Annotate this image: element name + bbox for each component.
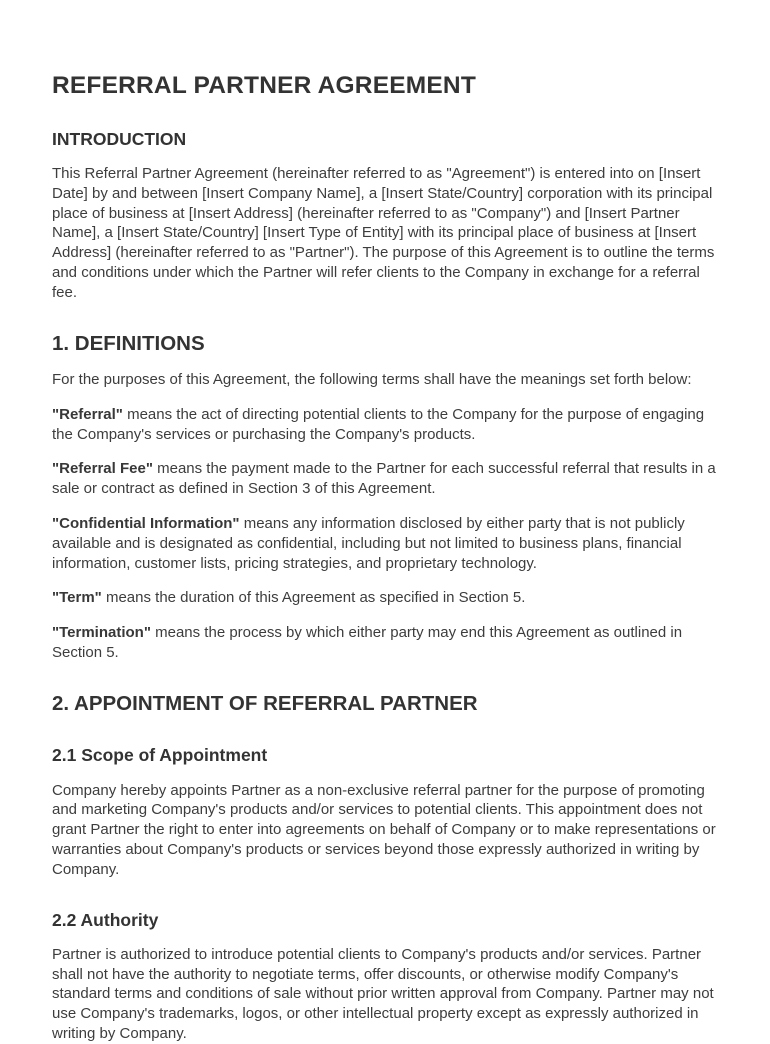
section-appointment [52,693,717,1044]
definition-text: means the duration of this Agreement as specified in Section 5. [101,589,526,607]
definition-text: means the payment made to the Partner for each successful referral that results in a sale or contract as defined in Section 3 of this Agreement. [52,460,716,498]
definitions-heading: 1. DEFINITIONS [52,331,205,355]
definition-term: "Confidential Information" [52,515,240,533]
definition-term: "Term" [52,589,102,607]
definition-referral [52,405,717,445]
definition-term: "Referral" [52,405,123,423]
definition-term-duration [52,588,717,608]
authority-paragraph: Partner is authorized to introduce potential clients to Company's products and/or services. Partner shall not have the authority to negotiate terms, offer discounts, or otherwise modify Company's standard terms and conditions of sale without prior written approval from Company. Partner may not use Company's trademarks, logos, or other intellectual property except as expressly authorized in writing by Company. [52,945,714,1043]
definition-confidential-information [52,514,717,573]
definition-text: means any information disclosed by either party that is not publicly available and is designated as confidential, including but not limited to business plans, financial information, customer lists, pricing strategies, and proprietary technology. [52,515,685,572]
introduction-heading: INTRODUCTION [52,128,187,149]
definition-term: "Referral Fee" [52,460,153,478]
definition-text: means the act of directing potential clients to the Company for the purpose of engaging the Company's services or purchasing the Company's products. [52,405,705,443]
definitions-lead-paragraph: For the purposes of this Agreement, the following terms shall have the meanings set forth below: [52,371,692,389]
appointment-heading: 2. APPOINTMENT OF REFERRAL PARTNER [52,691,478,715]
authority-heading: 2.2 Authority [52,909,159,930]
definition-text: means the process by which either party may end this Agreement as outlined in Section 5. [52,624,683,662]
document-title: REFERRAL PARTNER AGREEMENT [52,72,476,99]
subsection-scope-of-appointment [52,746,717,879]
scope-paragraph: Company hereby appoints Partner as a non-exclusive referral partner for the purpose of promoting and marketing Company's products and/or services to potential clients. This appointment does not grant Partner the right to enter into agreements on behalf of Company or to make representations or warranties about Company's products or services beyond those expressly authorized in writing by Company. [52,781,716,878]
section-definitions [52,333,717,663]
definition-term: "Termination" [52,624,151,642]
introduction-paragraph: This Referral Partner Agreement (hereinafter referred to as "Agreement") is entered into on [Insert Date] by and between [Insert Company Name], a [Insert State/Country] corporation with its principal place of business at [Insert Address] (hereinafter referred to as "Company") and [Insert Partner Name], a [Insert State/Country] [Insert Type of Entity] with its principal place of business at [Insert Address] (hereinafter referred to as "Partner"). The purpose of this Agreement is to outline the terms and conditions under which the Partner will refer clients to the Company in exchange for a referral fee. [52,164,715,301]
scope-heading: 2.1 Scope of Appointment [52,745,268,766]
section-introduction [52,130,717,303]
definition-termination [52,623,717,663]
definition-referral-fee [52,459,717,499]
